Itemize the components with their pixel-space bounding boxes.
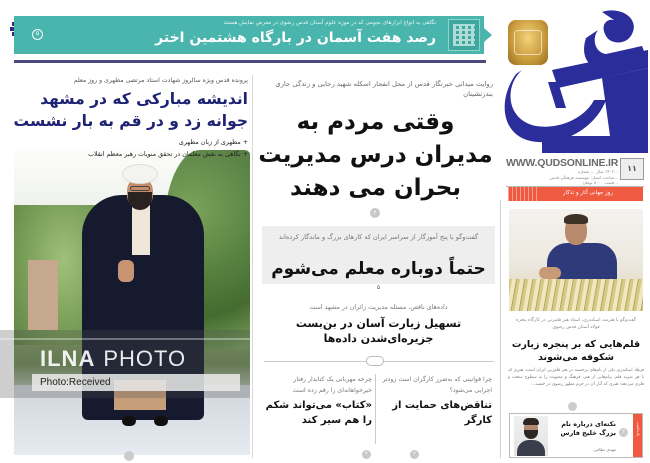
kufic-emblem-icon [448, 19, 480, 51]
teacher-story-box[interactable] [262, 226, 495, 294]
top-rule-divider [14, 60, 486, 63]
column-divider [252, 75, 253, 458]
issue-number: ۱۱ [620, 158, 644, 180]
opinion-title[interactable]: نکته‌ای درباره نام بزرگ خلیج فارس [560, 420, 616, 437]
section-label: روز جهانی آثار و تذکار [562, 190, 613, 196]
page-number-icon: ۲ [410, 450, 419, 459]
page-number-icon: ۴ [362, 450, 371, 459]
banner-kicker: نگاهی به انواع ابزارهای نجومی که در موزه علوم آستان قدس رضوی در معرض نمایش هستند [223, 20, 436, 26]
teacher-title[interactable]: حتماً دوباره معلم می‌شوم [271, 259, 486, 279]
opinion-box[interactable] [509, 413, 643, 458]
publication-meta: ...۱۴۰۲ سال ... شماره ...صاحب امتیاز: موسسه فرهنگی قدس ...قیمت ۸۰۰۰ تومان [549, 169, 618, 185]
library-kicker: چرخه مهربانی یک کتابدار رفتار خیرخواهانه‌ای را رقم زده است [292, 376, 372, 394]
data-story-title[interactable]: تسهیل زیارت آسان در بن‌بست جزیره‌ای‌شدن داده‌ها [295, 317, 462, 345]
worker-kicker: چرا قوانینی که به‌ضرر کارگران است زودتر اجرایی می‌شود؟ [382, 376, 492, 394]
bullet-item[interactable]: + نگاهی به نقش معلمان در تحقق منویات رهبر معظم انقلاب [88, 151, 248, 158]
lead-kicker: روایت میدانی خبرنگار قدس از محل انفجار اسکله شهید رجایی و زندگی جاری بندرنشینان [275, 80, 493, 98]
side-story-title[interactable]: قلم‌هایی که بر پنجره‌ زیارت شکوفه می‌شوند [511, 339, 641, 363]
anniversary-emblem-icon [508, 20, 548, 65]
motahari-photo[interactable] [14, 150, 250, 455]
page-number-icon: ۵ [32, 29, 43, 40]
opinion-author: مهدی نظامی [593, 447, 616, 452]
worker-story[interactable] [382, 374, 492, 428]
page-pin-icon [124, 451, 134, 461]
side-story-kicker: گفت‌وگو با هنرمند اسکندری، استاد هنر قلمزنی در کارگاه پنجره فولاد آستان قدس رضوی [516, 318, 636, 330]
teacher-kicker: گفت‌وگو با پنج آموزگار از سراسر ایران که کارهای بزرگ و ماندگار کرده‌اند [278, 233, 479, 241]
strip-bars-decoration [508, 187, 540, 201]
banner-notch [484, 28, 492, 42]
lead-headline[interactable]: وقتی مردم به مدیران درس مدیریت بحران می دهند [258, 109, 493, 201]
section-strip [508, 187, 643, 201]
column-divider [375, 374, 376, 444]
column-divider [500, 200, 501, 458]
watermark-brand: ILNA PHOTO [40, 346, 187, 371]
left-headline[interactable]: اندیشه مبارکی که در مشهد جوانه زد و در قم به بار نشست [13, 90, 248, 130]
left-bullets [60, 138, 248, 162]
worker-title[interactable]: تناقض‌های حمایت از کارگر [392, 400, 492, 426]
library-title[interactable]: «کتاب» می‌تواند شکم را هم سیر کند [265, 400, 372, 426]
side-story-body: فرهاد اسکندری یکی از نام‌های برجسته در هنر قلم‌زنی ایران است. هنری که با هر ضربه قلم، پیام‌هایی از هنر، فرهنگ و معنویت را به سطوح سخت و فلزی می‌دهد؛ هنری که آثار آن در حرم مطهر رضوی در خشند... [508, 368, 644, 387]
library-story[interactable] [262, 374, 372, 428]
opinion-tag: یادداشت [633, 414, 642, 457]
page-number-icon: ۲ [370, 208, 380, 218]
data-story-kicker: داده‌های ناقص، مسئله مدیریت زائران در مشهد است [309, 304, 448, 311]
page-pin-icon [568, 402, 577, 411]
banner-headline[interactable]: رصد هفت آسمان در بارگاه هشتمین اختر [155, 30, 436, 46]
page-number-icon: ۲ [619, 428, 628, 437]
knot-ornament-icon [366, 356, 384, 366]
photo-credit: Photo:Received [32, 374, 240, 391]
top-banner[interactable] [14, 16, 484, 54]
masthead-info [506, 157, 644, 187]
left-kicker: پرونده قدس ویژه سالروز شهادت استاد مرتضی مطهری و روز معلم [73, 77, 248, 84]
author-avatar [514, 416, 548, 456]
bullet-item[interactable]: + مطهری از زبان مطهری [178, 139, 248, 146]
website-url[interactable]: WWW.QUDSONLINE.IR [506, 157, 619, 169]
engraver-photo[interactable] [509, 209, 643, 311]
teacher-page-number: ۵ [262, 284, 495, 294]
